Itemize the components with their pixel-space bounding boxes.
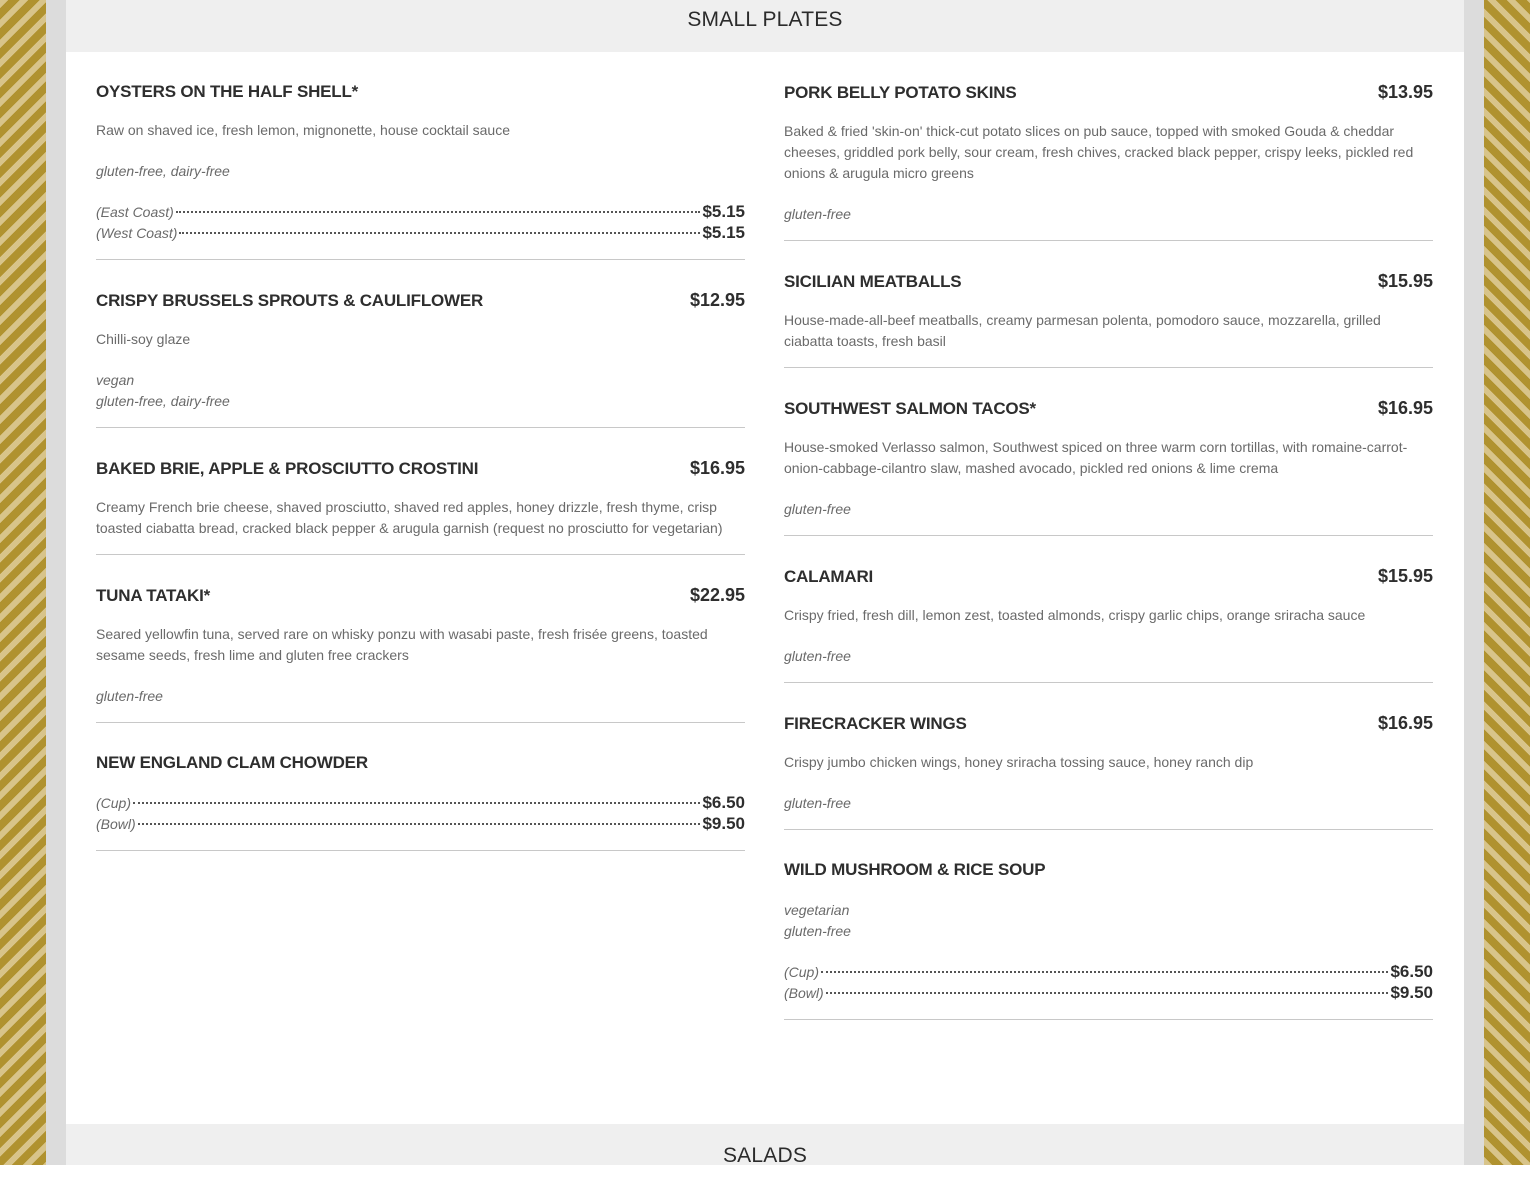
menu-item-header: [96, 458, 745, 479]
menu-item-description: Creamy French brie cheese, shaved prosciutto, shaved red apples, honey drizzle, fresh thyme, crisp toasted ciabatta bread, cracked black pepper & arugula garnish (request no prosciutto for vegetarian): [96, 499, 723, 536]
menu-item-name: OYSTERS ON THE HALF SHELL*: [96, 82, 359, 101]
menu-item-description: Seared yellowfin tuna, served rare on whisky ponzu with wasabi paste, fresh frisée greens, toasted sesame seeds, fresh lime and gluten free crackers: [96, 626, 708, 663]
menu-item-price: $16.95: [1377, 713, 1433, 733]
menu-item-header: [96, 82, 745, 102]
size-price: $9.50: [702, 814, 745, 833]
size-label: (East Coast): [96, 204, 174, 220]
menu-item: [96, 723, 745, 851]
dot-leader: [133, 802, 700, 804]
menu-item: [96, 555, 745, 723]
dietary-tag: vegetarian: [784, 902, 850, 918]
size-option-row: [96, 793, 745, 814]
menu-item-name: BAKED BRIE, APPLE & PROSCIUTTO CROSTINI: [96, 459, 479, 478]
dietary-info: [784, 793, 1433, 814]
menu-item-name: PORK BELLY POTATO SKINS: [784, 83, 1017, 102]
page-gutter-left: [46, 0, 66, 1165]
dietary-info: [96, 161, 745, 182]
menu-item-name: NEW ENGLAND CLAM CHOWDER: [96, 753, 368, 772]
dietary-info: [784, 499, 1433, 520]
size-option-row: [96, 814, 745, 835]
size-option-row: [784, 983, 1433, 1004]
menu-item-name: CALAMARI: [784, 567, 874, 586]
menu-item-description: Crispy fried, fresh dill, lemon zest, toasted almonds, crispy garlic chips, orange sriracha sauce: [784, 607, 1366, 623]
menu-content: [66, 0, 1464, 1165]
menu-item-header: [96, 290, 745, 311]
dot-leader: [176, 211, 701, 213]
page-gutter-right: [1464, 0, 1484, 1165]
menu-item-price: $16.95: [1377, 398, 1433, 418]
menu-item-price: $22.95: [689, 585, 745, 605]
size-price: $6.50: [1390, 962, 1433, 981]
dietary-tag: gluten-free, dairy-free: [96, 393, 230, 409]
menu-item-price: $13.95: [1377, 82, 1433, 102]
dietary-tag: gluten-free: [784, 206, 851, 222]
menu-item: [784, 368, 1433, 536]
menu-item: [784, 52, 1433, 241]
menu-item-description: Raw on shaved ice, fresh lemon, mignonette, house cocktail sauce: [96, 122, 511, 138]
size-label: (Bowl): [96, 816, 136, 832]
dietary-tag: gluten-free: [784, 923, 851, 939]
dietary-tag: gluten-free: [784, 648, 851, 664]
menu-item-price: $12.95: [689, 290, 745, 310]
size-price: $5.15: [702, 202, 745, 221]
dietary-tag: gluten-free, dairy-free: [96, 163, 230, 179]
menu-item-name: SOUTHWEST SALMON TACOS*: [784, 399, 1036, 418]
size-price: $6.50: [702, 793, 745, 812]
menu-item-price: $15.95: [1377, 566, 1433, 586]
menu-item-header: [784, 860, 1433, 880]
menu-item-name: SICILIAN MEATBALLS: [784, 272, 962, 291]
size-label: (West Coast): [96, 225, 178, 241]
menu-item: [784, 683, 1433, 830]
dietary-tag: gluten-free: [96, 688, 163, 704]
menu-item-header: [784, 82, 1433, 103]
menu-item-header: [784, 271, 1433, 292]
menu-item-name: TUNA TATAKI*: [96, 586, 211, 605]
menu-item-description: Baked & fried 'skin-on' thick-cut potato slices on pub sauce, topped with smoked Gouda & cheddar cheeses, griddled pork belly, sour cream, fresh chives, cracked black pepper, crispy leeks, pickled red onions & arugula micro greens: [784, 123, 1414, 181]
decorative-pattern-right: [1484, 0, 1530, 1165]
size-label: (Cup): [784, 964, 820, 980]
decorative-pattern-left: [0, 0, 46, 1165]
section-heading-small-plates: SMALL PLATES: [66, 0, 1464, 52]
size-price: $5.15: [702, 223, 745, 242]
menu-item-name: FIRECRACKER WINGS: [784, 714, 967, 733]
menu-item: [784, 830, 1433, 1020]
size-option-row: [96, 223, 745, 244]
size-option-row: [96, 202, 745, 223]
menu-item-description: Crispy jumbo chicken wings, honey sriracha tossing sauce, honey ranch dip: [784, 754, 1254, 770]
menu-item-price: $16.95: [689, 458, 745, 478]
menu-item: [96, 52, 745, 260]
dot-leader: [179, 232, 700, 234]
menu-item-header: [96, 585, 745, 606]
dietary-info: [784, 204, 1433, 225]
size-options: [96, 793, 745, 835]
menu-item: [784, 536, 1433, 683]
size-label: (Cup): [96, 795, 132, 811]
menu-item-header: [784, 398, 1433, 419]
dot-leader: [138, 823, 701, 825]
size-label: (Bowl): [784, 985, 824, 1001]
size-price: $9.50: [1390, 983, 1433, 1002]
dietary-tag: vegan: [96, 372, 135, 388]
dietary-info: [96, 370, 745, 412]
size-option-row: [784, 962, 1433, 983]
dietary-info: [96, 686, 745, 707]
menu-item-price: $15.95: [1377, 271, 1433, 291]
dietary-tag: gluten-free: [784, 795, 851, 811]
menu-column-right: [784, 52, 1433, 1020]
dietary-tag: gluten-free: [784, 501, 851, 517]
menu-item: [784, 241, 1433, 368]
size-options: [784, 962, 1433, 1004]
menu-item-name: WILD MUSHROOM & RICE SOUP: [784, 860, 1046, 879]
menu-item-name: CRISPY BRUSSELS SPROUTS & CAULIFLOWER: [96, 291, 484, 310]
size-options: [96, 202, 745, 244]
menu-item-description: House-smoked Verlasso salmon, Southwest spiced on three warm corn tortillas, with romaine-carrot-onion-cabbage-cilantro slaw, mashed avocado, pickled red onions & lime crema: [784, 439, 1408, 476]
dietary-info: [784, 900, 1433, 942]
dot-leader: [821, 971, 1388, 973]
menu-item-description: Chilli-soy glaze: [96, 331, 191, 347]
dot-leader: [826, 992, 1389, 994]
section-heading-salads: SALADS: [66, 1124, 1464, 1165]
menu-item-header: [784, 713, 1433, 734]
menu-item-description: House-made-all-beef meatballs, creamy parmesan polenta, pomodoro sauce, mozzarella, grilled ciabatta toasts, fresh basil: [784, 312, 1381, 349]
menu-item-header: [784, 566, 1433, 587]
menu-column-left: [96, 52, 745, 851]
menu-item-header: [96, 753, 745, 773]
dietary-info: [784, 646, 1433, 667]
menu-item: [96, 428, 745, 555]
menu-item: [96, 260, 745, 428]
